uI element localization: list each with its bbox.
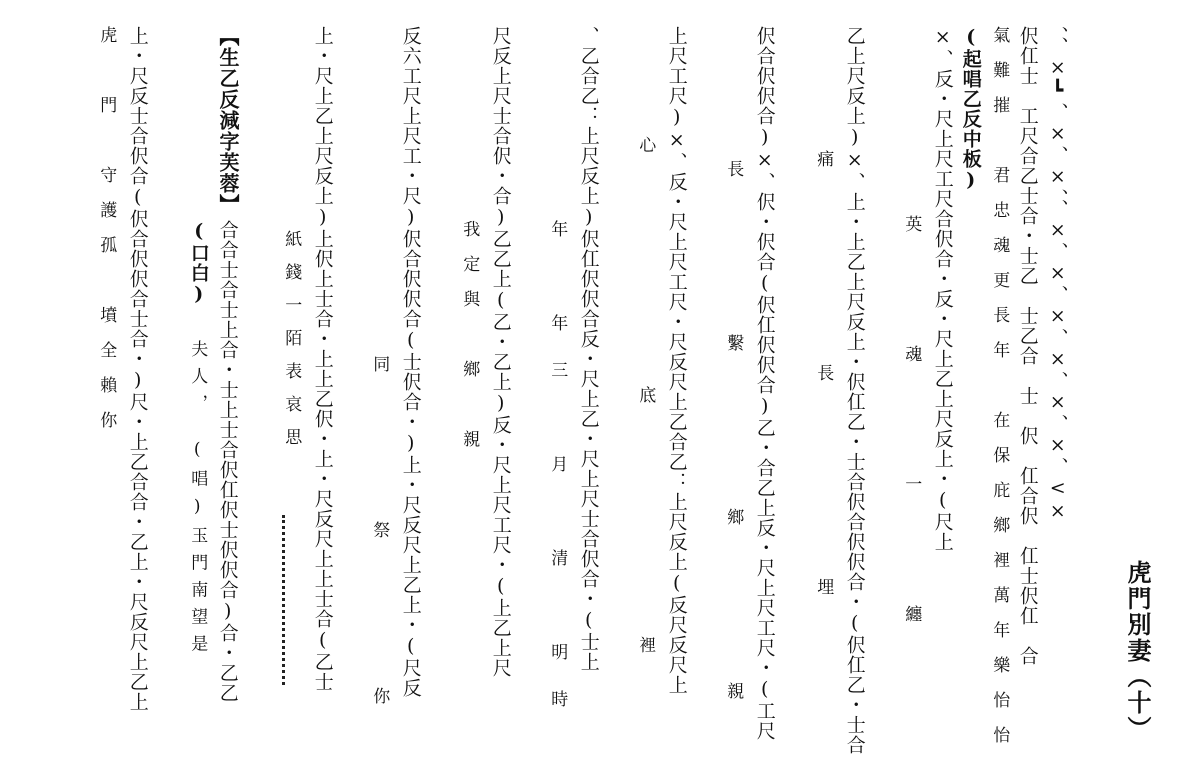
- lyric-line: 心 底 裡: [635, 136, 656, 761]
- music-line: 合合士合士上合・士上士合伬仜伬士伬伬合)合・乙乙: [216, 220, 239, 703]
- music-line: ×、反・尺上尺工尺合伬合・反・尺上乙上尺反上・(尺上: [931, 26, 954, 552]
- music-line: 上・尺上乙上尺反上)上伬上士合・上上乙伬・上・尺反尺上上士合(乙士: [311, 26, 334, 692]
- music-line: 、、×┗、×、×、、×、×、×、×、×、×、<×: [1046, 26, 1069, 523]
- lyric-line: 英 魂 一 纏: [901, 215, 922, 670]
- dotted-divider: [282, 515, 285, 685]
- lyric-line: 紙錢一陌表哀思: [281, 230, 302, 461]
- section-heading: (口白): [187, 220, 210, 306]
- music-line: 乙上尺反上)×、上・上乙上尺反上・伬仜乙・士合伬合伬伬合・(伬仜乙・士合: [843, 26, 866, 755]
- music-line: 上・尺反士合伬合(伬合伬伬合士合・)尺・上乙合合・乙上・尺反尺上乙上: [126, 26, 149, 712]
- lyric-line: 同 祭 你: [369, 355, 390, 770]
- lyric-line: 我定與 鄉 親: [459, 220, 480, 465]
- music-line: 上尺工尺)×、反・尺上尺工尺・尺反尺上乙合乙：上尺反上(反尺反尺上: [665, 26, 688, 695]
- music-line: 伬仜士 工尺合乙士合・士乙 士乙合 士 伬 仜合伬 仜士伬仜 合: [1016, 26, 1039, 666]
- lyric-line: 長 繫 鄉 親: [723, 160, 744, 769]
- lyric-line: 虎 門 守護孤 墳全賴你: [96, 26, 117, 446]
- lyric-line: 痛 長 埋: [813, 150, 834, 685]
- page-title: 虎門別妻（十）: [1123, 560, 1152, 742]
- music-line: 伬合伬伬合)×、伬・伬合(伬仜伬伬合)乙・合乙上反・尺上尺工尺・(工尺: [753, 26, 776, 741]
- music-line: 反六工尺上尺工・尺)伬合伬伬合(士伬合・)上・尺反尺上乙上・(尺反: [399, 26, 422, 698]
- music-line: 尺反上尺士合伬・合)乙乙上(乙・乙上)反・尺上尺工尺・(上乙上尺: [489, 26, 512, 678]
- lyric-line: 氣難摧 君忠魂更長年 在保庇鄉裡萬年樂怡怡: [989, 26, 1010, 761]
- section-heading: (起唱乙反中板): [959, 26, 982, 192]
- lyric-line: 夫人， (唱)玉門南望是: [187, 340, 208, 662]
- lyric-line: 年 年三 月 清 明時: [547, 220, 568, 737]
- section-heading: 【生乙反減字芙蓉】: [216, 26, 240, 215]
- music-line: 、乙合乙：上尺反上)伬仜伬伬合反・尺上乙・尺上尺士合伬合・(士上: [577, 26, 600, 672]
